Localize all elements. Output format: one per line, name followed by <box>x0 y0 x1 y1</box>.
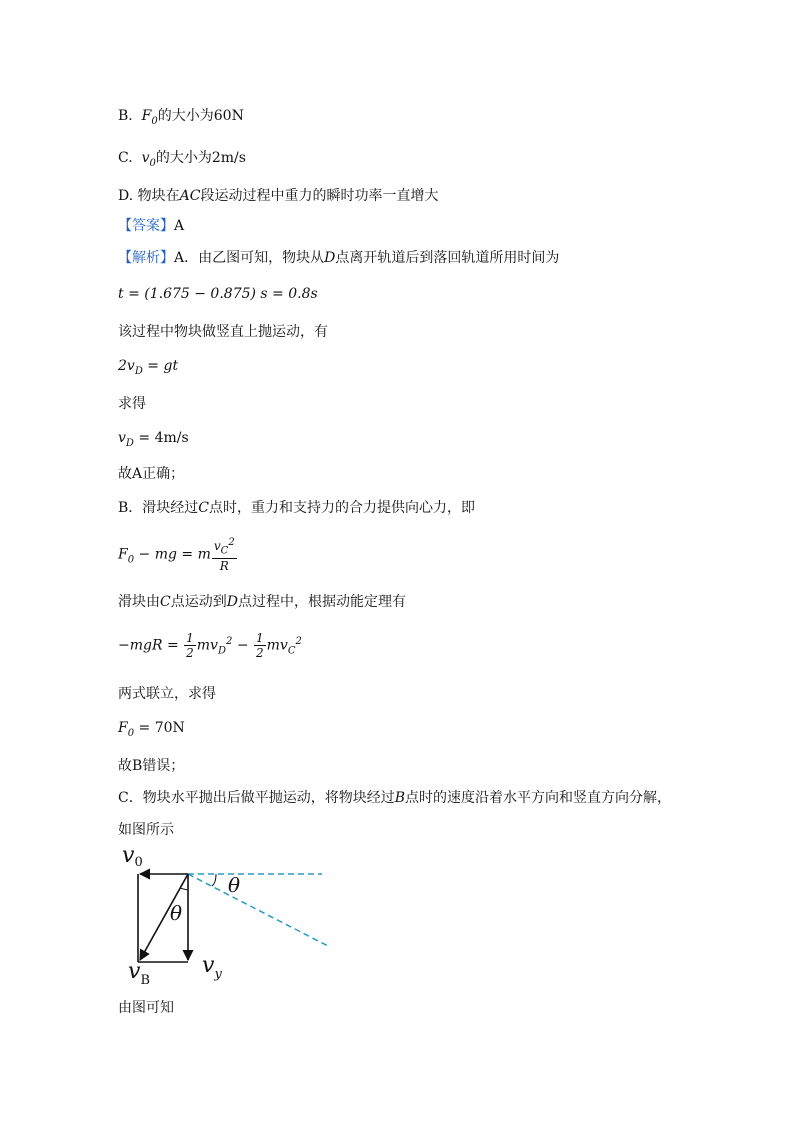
analysis-a-rest: 点离开轨道后到落回轨道所用时间为 <box>335 250 560 266</box>
vy-label: $v_y$ <box>202 953 222 982</box>
analysis-b-conclusion: 故B错误； <box>118 758 185 774</box>
analysis-b-intro-pt: C <box>198 500 210 516</box>
option-b <box>118 106 244 132</box>
analysis-c-line3: 由图可知 <box>118 1000 174 1016</box>
answer-bracket: 【答案】 <box>118 218 174 234</box>
vb-label: $v_B$ <box>128 959 150 988</box>
analysis-c-line1 <box>118 788 671 808</box>
analysis-b-line2 <box>118 592 406 612</box>
analysis-b-line1 <box>118 498 475 518</box>
option-d-seg: AC <box>179 188 201 204</box>
velocity-diagram <box>110 838 350 993</box>
analysis-b-line2-pre: 滑块由 <box>118 594 160 610</box>
option-d <box>118 186 438 206</box>
option-c-text: 的大小为2m/s <box>155 150 246 166</box>
analysis-c-intro-pt: B <box>394 790 406 806</box>
fraction-half-2: $\frac{1}{2}$ <box>256 631 264 661</box>
analysis-a-line1 <box>118 248 559 268</box>
analysis-c-intro-post: 点时的速度沿着水平方向和竖直方向分解， <box>405 790 672 806</box>
analysis-c-line2: 如图所示 <box>118 822 174 838</box>
equation-t: t = (1.675 − 0.875) s = 0.8s <box>118 286 318 302</box>
theta-label-inner: θ <box>170 901 183 925</box>
option-d-post: 段运动过程中重力的瞬时功率一直增大 <box>200 188 439 204</box>
analysis-b-intro-post: 点时，重力和支持力的合力提供向心力，即 <box>209 500 476 516</box>
qiude-1: 求得 <box>118 396 146 412</box>
analysis-a-point: D <box>324 250 336 266</box>
slanted-dashed-line <box>188 874 328 946</box>
option-d-letter: D. <box>118 188 134 204</box>
analysis-b-line2-d: D <box>226 594 238 610</box>
analysis-b-line2-mid: 点运动到 <box>170 594 227 610</box>
option-d-pre: 物块在 <box>137 188 180 204</box>
analysis-c-intro-pre: C．物块水平抛出后做平抛运动，将物块经过 <box>118 790 395 806</box>
theta-arc-outer <box>212 874 216 886</box>
analysis-b-intro-pre: B．滑块经过 <box>118 500 199 516</box>
analysis-b-line2-c: C <box>160 594 171 610</box>
analysis-a-intro: A．由乙图可知，物块从 <box>174 250 325 266</box>
fraction-vc2-r: $\frac{v_C^2}{R}$ <box>213 537 235 574</box>
analysis-b-line2-post: 点过程中，根据动能定理有 <box>237 594 406 610</box>
analysis-b-line3: 两式联立，求得 <box>118 686 216 702</box>
answer-value: A <box>174 218 185 234</box>
v0-symbol: $v_0$ <box>137 150 156 169</box>
v0-label: v0 <box>122 843 143 870</box>
equation-centripetal: $F_0$ − mg = m $\frac{v_C^2}{R}$ <box>118 537 235 574</box>
theta-label-outer: θ <box>228 873 241 897</box>
fraction-half-1: $\frac{1}{2}$ <box>186 631 194 661</box>
analysis-bracket: 【解析】 <box>118 250 174 266</box>
analysis-a-conclusion: 故A正确； <box>118 466 185 482</box>
answer-line <box>118 216 184 236</box>
option-b-text: 的大小为60N <box>157 108 244 124</box>
f0-symbol: $F_0$ <box>137 108 158 127</box>
equation-f0: $F_0 = 70N$ <box>118 720 185 739</box>
equation-vd: $v_D = 4m/s$ <box>118 430 189 449</box>
equation-gt: $2v_D$ = gt <box>118 358 179 377</box>
equation-energy: −mgR = $\frac{1}{2}$ $mv_D^2$ − $\frac{1}{2}$ $mv_C^2$ <box>118 631 302 661</box>
option-b-letter: B. <box>118 108 133 124</box>
analysis-a-line2: 该过程中物块做竖直上抛运动，有 <box>118 324 328 340</box>
theta-arc-inner <box>180 888 188 890</box>
option-c-letter: C. <box>118 150 133 166</box>
option-c <box>118 148 246 174</box>
